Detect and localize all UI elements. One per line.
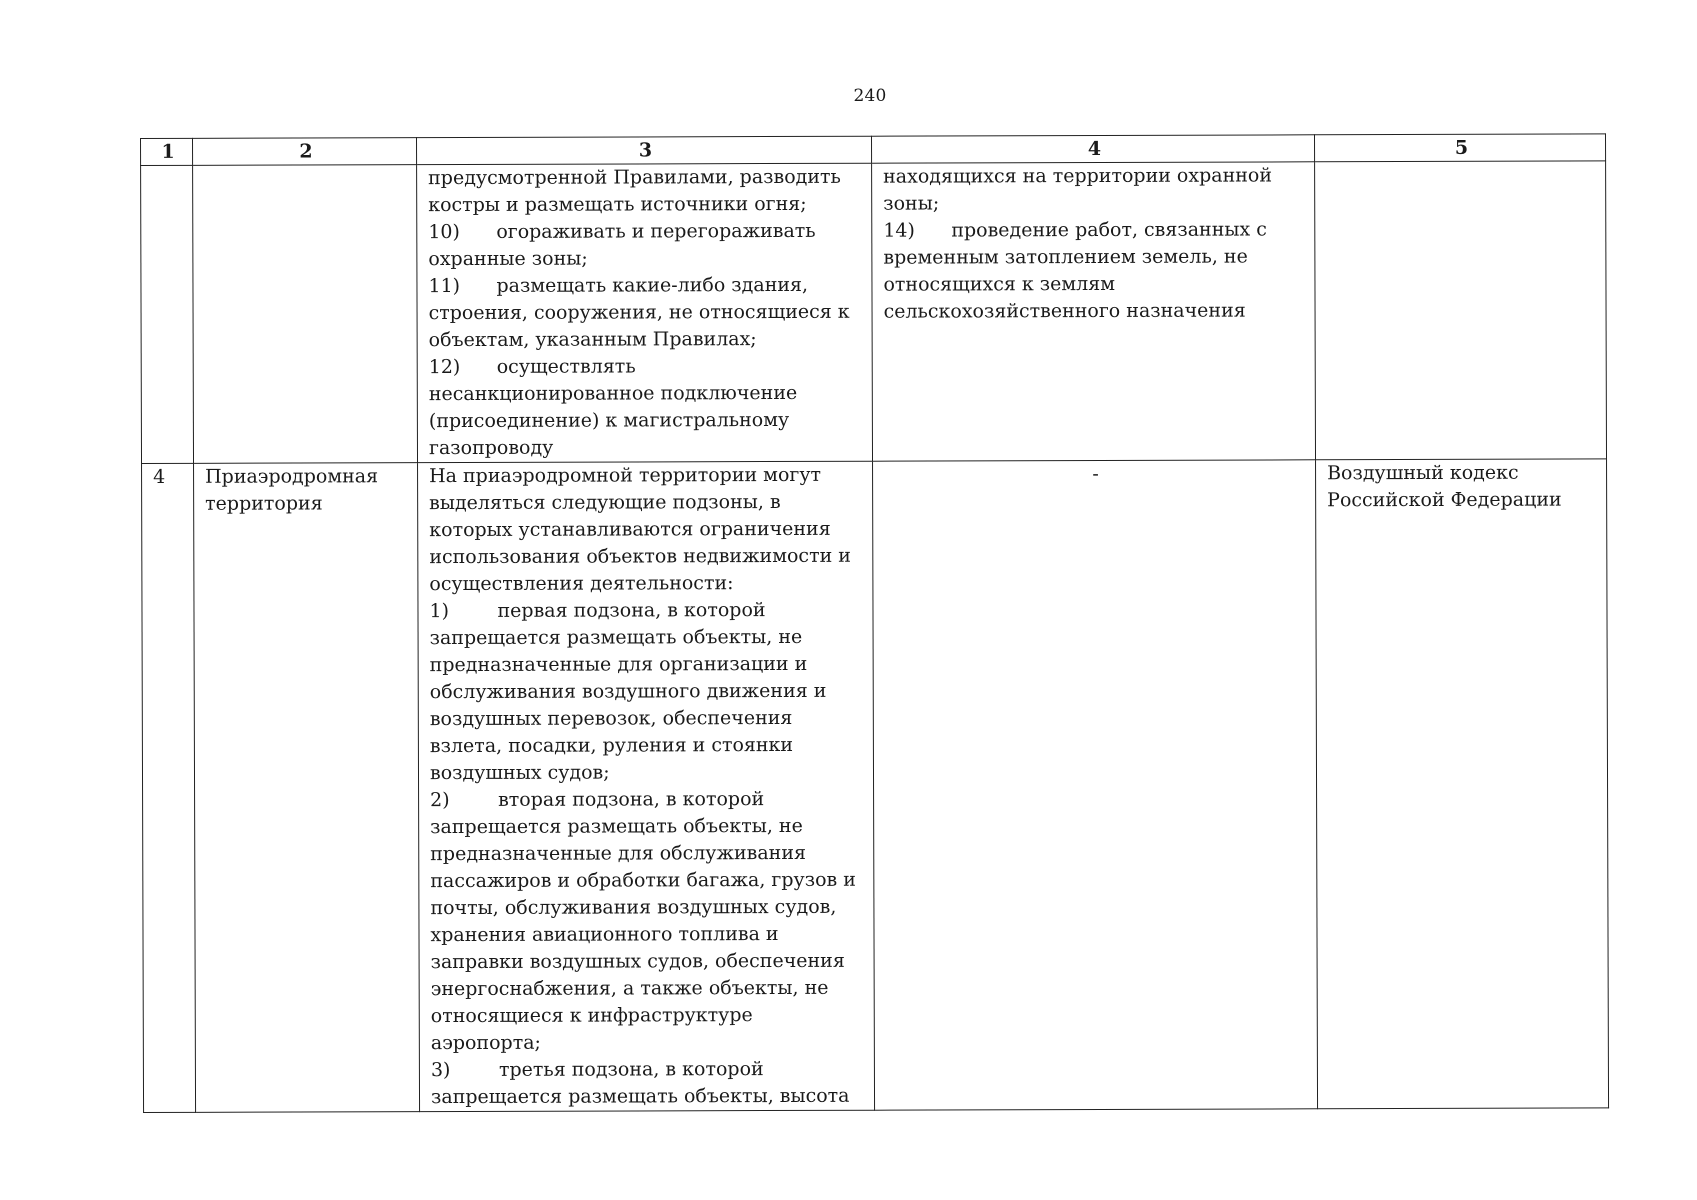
restriction-item — [428, 218, 863, 273]
restrictions-table — [140, 133, 1609, 1113]
header-col-2: 2 — [193, 138, 417, 166]
header-col-5: 5 — [1314, 134, 1605, 162]
restriction-item — [430, 786, 866, 1057]
cell-number: 4 — [142, 463, 196, 1112]
cell-number — [141, 165, 194, 463]
restrictions-intro: На приаэродромной территории могут выделяться следующие подзоны, в которых устанавливаются ограничения использования объектов недвижимости и осуществления деятельности: — [429, 463, 851, 596]
cell-restrictions — [417, 163, 873, 462]
restriction-item — [428, 272, 863, 354]
item-number: 10) — [428, 220, 460, 244]
restriction-item — [429, 597, 865, 787]
item-text: размещать какие-либо здания, строения, сооружения, не относящиеся к объектам, указанным Правилах; — [428, 273, 850, 352]
conditions-intro: находящихся на территории охранной зоны; — [883, 164, 1273, 215]
restrictions-intro: предусмотренной Правилами, разводить костры и размещать источники огня; — [428, 165, 841, 217]
item-text: огораживать и перегораживать охранные зоны; — [428, 219, 816, 271]
item-number: 2) — [430, 789, 450, 812]
cell-legal-basis: Воздушный кодекс Российской Федерации — [1316, 459, 1609, 1109]
condition-item — [883, 216, 1306, 325]
item-number: 11) — [428, 274, 461, 298]
cell-zone-name — [193, 165, 418, 464]
item-text: осуществлять несанкционированное подключение (присоединение) к магистральному газопроводу — [428, 355, 798, 460]
page-number: 240 — [853, 86, 887, 106]
header-col-1: 1 — [141, 138, 193, 165]
table-row-4 — [142, 459, 1609, 1113]
cell-conditions: - — [873, 460, 1318, 1110]
item-text: проведение работ, связанных с временным затоплением земель, не относящихся к землям сельскохозяйственного назначения — [883, 218, 1267, 323]
header-col-4: 4 — [871, 135, 1314, 163]
item-text: первая подзона, в которой запрещается размещать объекты, не предназначенные для организации и обслуживания воздушного движения и воздушных перевозок, обеспечения взлета, посадки, руления и стоянки воздушных судов; — [429, 599, 827, 785]
item-text: третья подзона, в которой запрещается размещать объекты, высота — [430, 1058, 850, 1109]
restriction-item — [431, 1056, 866, 1111]
cell-zone-name: Приаэродромная территория — [194, 463, 420, 1113]
item-number: 3) — [430, 1059, 451, 1082]
item-number: 12) — [428, 355, 461, 379]
item-text: вторая подзона, в которой запрещается размещать объекты, не предназначенные для обслуживания пассажиров и обработки багажа, грузов и почты, обслуживания воздушных судов, хранения авиационного топлива и заправки воздушных судов, обеспечения энергоснабжения, а также объекты, не относящиеся к инфраструктуре аэропорта; — [430, 788, 856, 1055]
cell-restrictions — [418, 461, 875, 1111]
cell-conditions — [872, 162, 1316, 461]
header-col-3: 3 — [417, 136, 872, 164]
table-row-continuation — [141, 161, 1607, 464]
item-number: 14) — [883, 219, 915, 242]
item-number: 1) — [429, 600, 450, 623]
restriction-item — [429, 353, 864, 462]
cell-legal-basis — [1315, 161, 1607, 460]
